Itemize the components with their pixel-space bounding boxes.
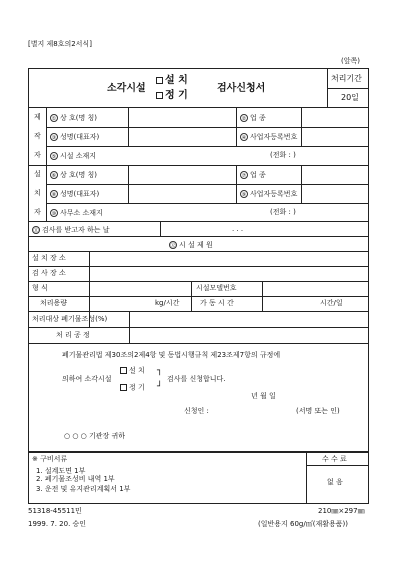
section-installer-char2: 치 [34,189,41,197]
inspection-date-label: ⑪ 검사를 받고자 하는 날 [33,226,110,234]
title-option-regular[interactable]: 정 기 [156,91,188,101]
field-label: ⑨ 사업자등록번호 [241,190,298,198]
type-label: 형 식 [32,284,48,292]
statement-line1: 폐기물관리법 제30조의2제4항 및 동법시행규칙 제23조제7항의 규정에 [62,351,281,359]
fee-value: 없 음 [327,478,343,486]
inspection-date-value[interactable]: . . . [232,225,244,233]
section-applicant-char3: 자 [34,151,41,159]
section-installer-char3: 자 [34,208,41,216]
model-number-label: 시설모델번호 [196,284,237,292]
footer-code: 51318-45511민 [28,507,82,515]
checkbox-regular [156,92,163,99]
application-date[interactable]: 년 월 일 [251,392,276,400]
footer-paper: (일반용지 60g/㎡(재활용품)) [258,520,348,528]
checkbox-statement-regular [120,384,127,391]
title-option-install[interactable]: 설 치 [156,76,188,86]
field-label: ⑥ 상 호(명 칭) [51,171,97,179]
footer-approval: 1999. 7. 20. 승인 [28,520,87,528]
phone-field[interactable]: (전화 : ) [270,208,296,216]
field-label: ⑤ 시설 소재지 [51,152,97,160]
field-label: ② 업 종 [241,114,266,122]
field-label: ③ 성명(대표자) [51,133,100,141]
recipient: ○ ○ ○ 기관장 귀하 [64,432,126,440]
brace-top: ┐ [157,366,163,376]
fee-label: 수 수 료 [322,455,347,463]
section-applicant-char1: 제 [34,113,41,121]
field-label: ⑩ 사무소 소재지 [51,209,103,217]
field-label: ① 상 호(명 칭) [51,114,97,122]
statement-line2-prefix: 의하여 소각시설 [62,375,112,383]
section-applicant-char2: 작 [34,132,41,140]
field-label: ⑧ 성명(대표자) [51,190,100,198]
attachment-item: 1. 설계도면 1부 [36,467,86,475]
process-label: 처 리 공 정 [56,331,90,339]
checkbox-statement-install [120,367,127,374]
attachment-item: 2. 폐기물조성비 내역 1부 [36,475,115,483]
title-suffix: 검사신청서 [217,83,266,94]
inspection-location-label: 검 사 장 소 [32,269,66,277]
statement-option-regular[interactable]: 정 기 [120,384,145,392]
operating-time-label: 가 동 시 간 [200,299,234,307]
applicant-signature-label: 신청인 : [184,407,209,415]
form-reference: [별지 제8호의2서식] [28,40,92,48]
form-frame [28,68,369,452]
side-note: (앞쪽) [341,57,360,65]
operating-time-unit: 시간/일 [320,299,343,307]
processing-value: 20일 [341,93,359,102]
capacity-label: 처리용량 [40,299,68,307]
attachment-item: 3. 운전 및 유지관리계획서 1부 [36,485,131,493]
specs-header: ⑫ 시 설 제 원 [170,241,213,249]
install-location-label: 설 치 장 소 [32,254,66,262]
statement-option-install[interactable]: 설 치 [120,367,145,375]
signature-note: (서명 또는 인) [296,407,340,415]
processing-label: 처리기간 [331,74,362,83]
footer-size: 210㎜×297㎜ [318,507,365,515]
capacity-unit: kg/시간 [155,299,180,307]
section-installer-char1: 설 [34,170,41,178]
statement-line2-suffix: 검사를 신청합니다. [167,375,226,383]
field-label: ④ 사업자등록번호 [241,133,298,141]
checkbox-install [156,77,163,84]
title-prefix: 소각시설 [107,83,146,94]
field-label: ⑦ 업 종 [241,171,266,179]
brace-bottom: ┘ [157,382,163,392]
waste-composition-label: 처리대상 폐기물조성(%) [32,315,108,323]
attachments-header: ※ 구비서류 [32,455,68,463]
phone-field[interactable]: (전화 : ) [270,151,296,159]
